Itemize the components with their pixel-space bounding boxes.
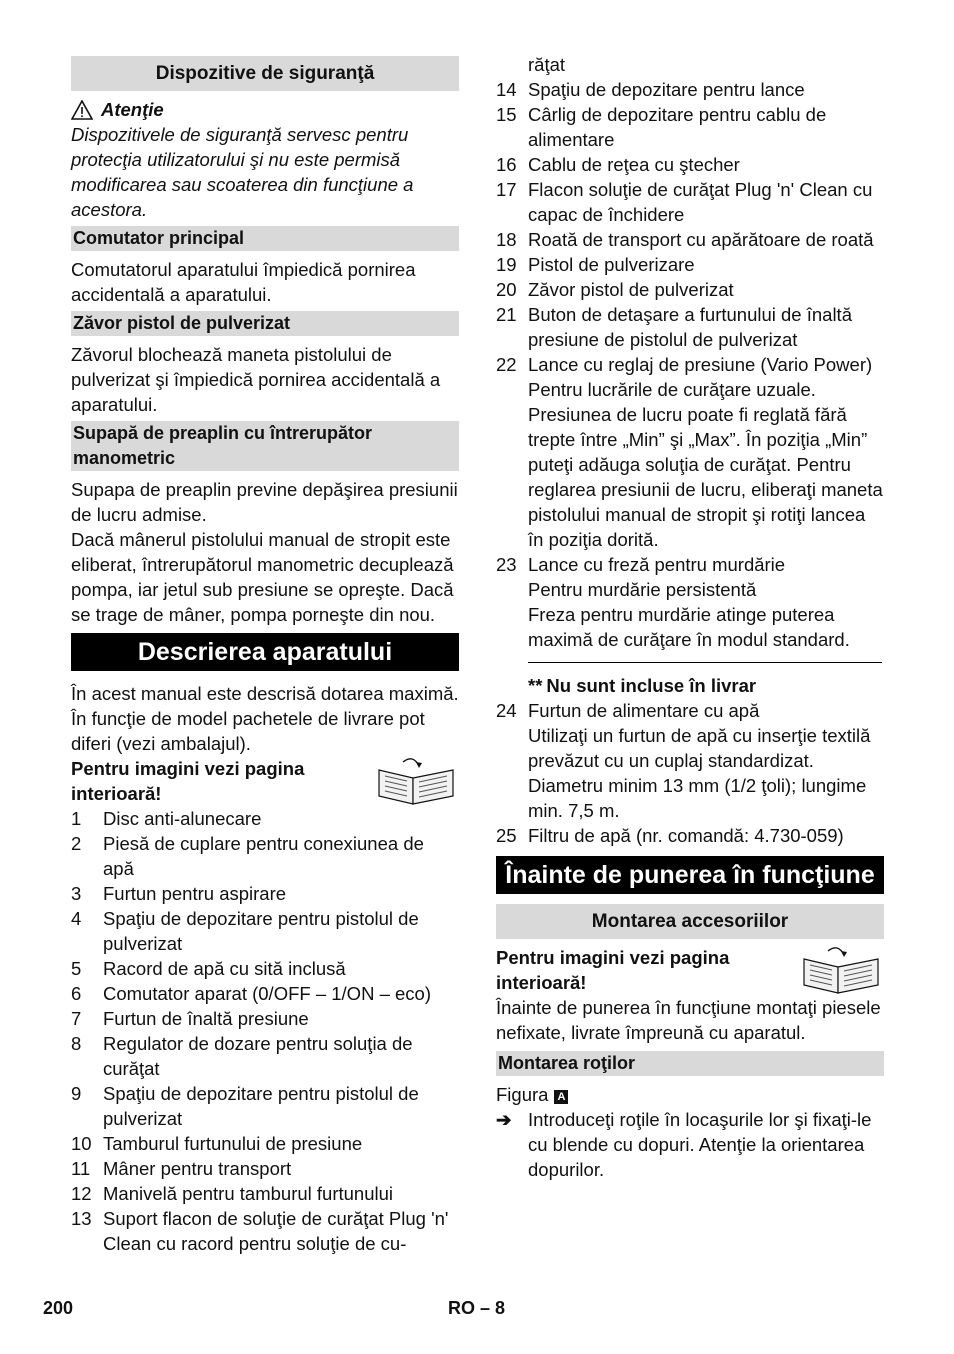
list-item: 15 Cârlig de depozitare pentru cablu de alimentare bbox=[496, 104, 827, 150]
main-switch-text: Comutatorul aparatului împiedică pornirea accidentală a aparatului. bbox=[71, 259, 416, 305]
wheels-heading: Montarea roţilor bbox=[496, 1051, 884, 1076]
list-item: 20 Zăvor pistol de pulverizat bbox=[496, 279, 734, 300]
list-item: 17 Flacon soluţie de curăţat Plug 'n' Clean cu capac de închidere bbox=[496, 179, 873, 225]
parts-list-right bbox=[496, 77, 884, 377]
device-description-heading: Descrierea aparatului bbox=[71, 633, 459, 671]
mount-text: Înainte de punerea în funcţiune montaţi piesele nefixate, livrate împreună cu aparatul. bbox=[496, 997, 881, 1043]
page-number: 200 bbox=[43, 1298, 74, 1318]
list-item: 4 Spaţiu de depozitare pentru pistolul de pulverizat bbox=[71, 908, 419, 954]
list-item: 25 Filtru de apă (nr. comandă: 4.730-059) bbox=[496, 825, 844, 846]
open-book-icon bbox=[798, 945, 884, 995]
page-code: RO – 8 bbox=[448, 1298, 506, 1318]
list-continuation: răţat bbox=[528, 54, 566, 75]
image-note-text: Pentru imagini vezi pagina interioară! bbox=[71, 758, 305, 804]
warning-text: Dispozitivele de siguranţă servesc pentru protecţia utilizatorului şi nu este permisă modificarea sau scoaterea din funcţiune a acestora. bbox=[71, 124, 414, 220]
device-description-text: În acest manual este descrisă dotarea maximă. În funcţie de model pachetele de livrare pot diferi (vezi ambalajul). bbox=[71, 683, 459, 754]
list-item: 8 Regulator de dozare pentru soluţia de curăţat bbox=[71, 1033, 413, 1079]
not-included-text: Nu sunt incluse în livrar bbox=[546, 675, 757, 696]
double-asterisk-icon: ** bbox=[528, 675, 543, 696]
list-item: 3 Furtun pentru aspirare bbox=[71, 883, 287, 904]
gun-lock-heading: Zăvor pistol de pulverizat bbox=[71, 311, 459, 336]
item-24-detail: Utilizaţi un furtun de apă cu inserţie textilă prevăzut cu un cuplaj standardizat. Diametru minim 13 mm (1/2 ţoli); lungime min. 7,5 m. bbox=[528, 725, 871, 821]
warning-triangle-icon bbox=[71, 100, 93, 120]
list-item: 21 Buton de detaşare a furtunului de înaltă presiune de pistolul de pulverizat bbox=[496, 304, 852, 350]
list-item: 24 Furtun de alimentare cu apă bbox=[496, 700, 760, 721]
wheels-step-text: Introduceţi roţile în locaşurile lor şi fixaţi-le cu blende cu dopuri. Atenţie la orientarea dopurilor. bbox=[528, 1109, 872, 1180]
parts-list-item-24 bbox=[496, 698, 884, 723]
item-22-detail: Pentru lucrările de curăţare uzuale. Presiunea de lucru poate fi reglată fără trepte între „Min” şi „Max”. În poziţia „Min” puteţi adăuga soluţia de curăţat. Pentru reglarea presiunii de lucru, eliberaţi maneta pistolului manual de stropit şi rotiţi lancea în poziţia dorită. bbox=[528, 379, 883, 550]
parts-list-left bbox=[71, 806, 459, 1256]
wheels-step bbox=[496, 1107, 884, 1182]
list-item: 16 Cablu de reţea cu ştecher bbox=[496, 154, 740, 175]
list-item: 13 Suport flacon de soluţie de curăţat Plug 'n' Clean cu racord pentru soluţie de cu- bbox=[71, 1208, 449, 1254]
item-23-detail-2: Freza pentru murdărie atinge puterea maximă de curăţare în modul standard. bbox=[528, 604, 850, 650]
list-item: 7 Furtun de înaltă presiune bbox=[71, 1008, 309, 1029]
image-note bbox=[71, 756, 459, 806]
overflow-valve-text-1: Supapa de preaplin previne depăşirea presiunii de lucru admise. bbox=[71, 479, 458, 525]
right-column bbox=[496, 52, 884, 1182]
before-startup-heading: Înainte de punerea în funcţiune bbox=[496, 856, 884, 894]
figure-reference: Figura A bbox=[496, 1082, 884, 1107]
arrow-right-icon: ➔ bbox=[496, 1109, 512, 1130]
parts-list-item-23 bbox=[496, 552, 884, 577]
open-book-icon bbox=[373, 756, 459, 806]
list-item: 11 Mâner pentru transport bbox=[71, 1158, 292, 1179]
list-item: 1 Disc anti-alunecare bbox=[71, 808, 262, 829]
accessories-heading: Montarea accesoriilor bbox=[496, 904, 884, 939]
overflow-valve-text-2: Dacă mânerul pistolului manual de stropit este eliberat, întrerupătorul manometric decuplează pompa, iar jetul sub presiune se opreşte. Dacă se trage de mâner, pompa porneşte din nou. bbox=[71, 529, 454, 625]
not-included-note bbox=[496, 673, 884, 698]
image-note-right bbox=[496, 945, 884, 995]
list-item: 5 Racord de apă cu sită inclusă bbox=[71, 958, 346, 979]
separator-line bbox=[528, 662, 882, 663]
left-column bbox=[71, 52, 459, 1256]
list-item: 18 Roată de transport cu apărătoare de roată bbox=[496, 229, 874, 250]
item-23-detail-1: Pentru murdărie persistentă bbox=[528, 579, 757, 600]
gun-lock-text: Zăvorul blochează maneta pistolului de pulverizat şi împiedică pornirea accidentală a aparatului. bbox=[71, 344, 441, 415]
figure-letter-box: A bbox=[554, 1090, 568, 1104]
list-item: 12 Manivelă pentru tamburul furtunului bbox=[71, 1183, 393, 1204]
list-item: 22 Lance cu reglaj de presiune (Vario Power) bbox=[496, 354, 873, 375]
image-note-text: Pentru imagini vezi pagina interioară! bbox=[496, 947, 730, 993]
warning-label: Atenţie bbox=[101, 99, 164, 120]
list-item: 10 Tamburul furtunului de presiune bbox=[71, 1133, 363, 1154]
main-switch-heading: Comutator principal bbox=[71, 226, 459, 251]
list-item: 14 Spaţiu de depozitare pentru lance bbox=[496, 79, 805, 100]
list-item: 9 Spaţiu de depozitare pentru pistolul de pulverizat bbox=[71, 1083, 419, 1129]
list-item: 19 Pistol de pulverizare bbox=[496, 254, 695, 275]
warning-line bbox=[71, 97, 459, 122]
safety-devices-heading: Dispozitive de siguranţă bbox=[71, 56, 459, 91]
overflow-valve-heading: Supapă de preaplin cu întrerupător manometric bbox=[71, 421, 459, 471]
list-item: 6 Comutator aparat (0/OFF – 1/ON – eco) bbox=[71, 983, 431, 1004]
parts-list-item-25 bbox=[496, 823, 884, 848]
list-item: 23 Lance cu freză pentru murdărie bbox=[496, 554, 786, 575]
list-item: 2 Piesă de cuplare pentru conexiunea de apă bbox=[71, 833, 424, 879]
